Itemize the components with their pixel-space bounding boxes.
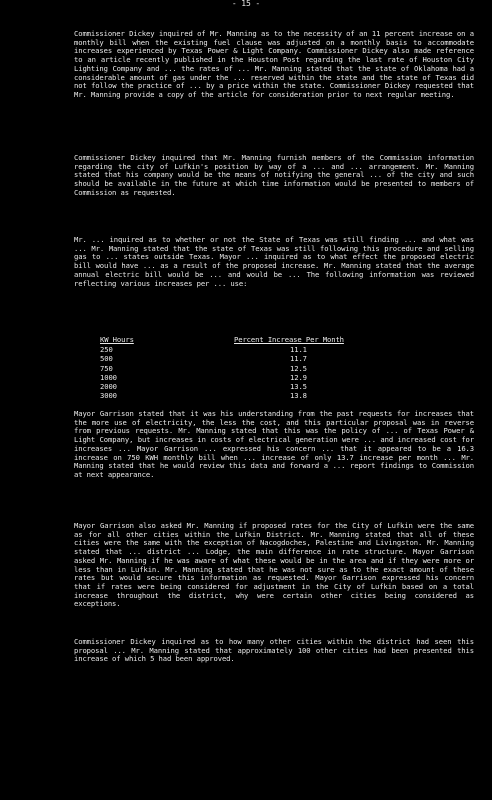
kwh-cell: 500 xyxy=(100,354,113,364)
paragraph-district-rates: Mayor Garrison also asked Mr. Manning if proposed rates for the City of Lufkin were the same as for all other cities within the Lufkin District. Mr. Manning stated that all of these cities were the same with the exception of Nacogdoches, Palestine and Livingston. Mr. Manning stated that ... district ... Lodge, the main difference in rate structure. Mayor Garrison asked Mr. Manning if he was aware of what these would be in the area and if they were more or less than in Lufkin. Mr. Manning stated that he was not sure as to the exact amount of these rates but would secure this information as requested. Mayor Garrison expressed his concern that if rates were being considered for adjustment in the City of Lufkin based on a total increase throughout the district, why were certain other cities being considered as exceptions. xyxy=(74,521,474,609)
kwh-cell: 1000 xyxy=(100,372,117,382)
paragraph-lufkin-position: Commissioner Dickey inquired that Mr. Manning furnish members of the Commission information regarding the city of Lufkin's position by way of a ... and ... arrangement. Mr. Manning stated that his company would be the means of notifying the general ... of the city and such should be available in the future at which time information would be presented to members of Commission as requested. xyxy=(74,153,474,197)
paragraph-fuel-clause: Commissioner Dickey inquired of Mr. Manning as to the necessity of an 11 percent increase on a monthly bill when the existing fuel clause was adjusted on a monthly basis to accommodate increases experienced by Texas Power & Light Company. Commissioner Dickey also made reference to an article recently published in the Houston Post regarding the last rate of Houston City Lighting Company and ... the rates of ... Mr. Manning stated that the state of Oklahoma had a considerable amount of gas under the ... reserved within the state and the state of Texas did not follow the practice of ... by a price within the state. Commissioner Dickey requested that Mr. Manning provide a copy of the article for consideration prior to next regular meeting. xyxy=(74,29,474,99)
table-row xyxy=(100,365,430,374)
pct-cell: 11.1 xyxy=(290,345,307,354)
kwh-cell: 3000 xyxy=(100,391,117,401)
table-row xyxy=(100,374,430,383)
pct-cell: 12.5 xyxy=(290,363,307,373)
table-row xyxy=(100,383,430,392)
pct-cell: 13.5 xyxy=(290,382,307,392)
table-header xyxy=(100,336,430,346)
kwh-increase-table xyxy=(100,336,430,402)
kwh-cell: 2000 xyxy=(100,382,117,392)
table-row xyxy=(100,355,430,364)
paragraph-other-cities: Commissioner Dickey inquired as to how many other cities within the district had seen this proposal ... Mr. Manning stated that approximately 100 other cities had been presented this increase of which 5 had been approved. xyxy=(74,637,474,664)
kwh-cell: 250 xyxy=(100,345,113,354)
paragraph-electric-bill: Mr. ... inquired as to whether or not the State of Texas was still finding ... and what was ... Mr. Manning stated that the state of Texas was still following this procedure and selling gas to ... states outside Texas. Mayor ... inquired as to what effect the proposed electric bill would have ... as a result of the proposed increase. Mr. Manning stated that the average annual electric bill would be ... and would be ... The following information was reviewed reflecting various increases per ... use: xyxy=(74,235,474,288)
pct-cell: 11.7 xyxy=(290,354,307,364)
table-row xyxy=(100,392,430,401)
pct-cell: 12.9 xyxy=(290,372,307,382)
page-number: - 15 - xyxy=(231,0,261,8)
kwh-cell: 750 xyxy=(100,363,113,373)
table-row xyxy=(100,346,430,355)
pct-cell: 13.8 xyxy=(290,391,307,401)
header-percent-increase: Percent Increase Per Month xyxy=(234,335,344,344)
paragraph-garrison-costs: Mayor Garrison stated that it was his understanding from the past requests for increases that the more use of electricity, the less the cost, and this particular proposal was in reverse from previous requests. Mr. Manning stated that this was the policy of ... of Texas Power & Light Company, but increases in costs of electrical generation were ... and increased cost for increases ... Mayor Garrison ... expressed his concern ... that it appeared to be a 16.3 increase on 750 KWH monthly bill when ... increase of only 13.7 increase per month ... Mr. Manning stated that he would review this data and forward a ... report findings to Commission at next appearance. xyxy=(74,409,474,479)
header-kw-hours: KW Hours xyxy=(100,335,134,344)
